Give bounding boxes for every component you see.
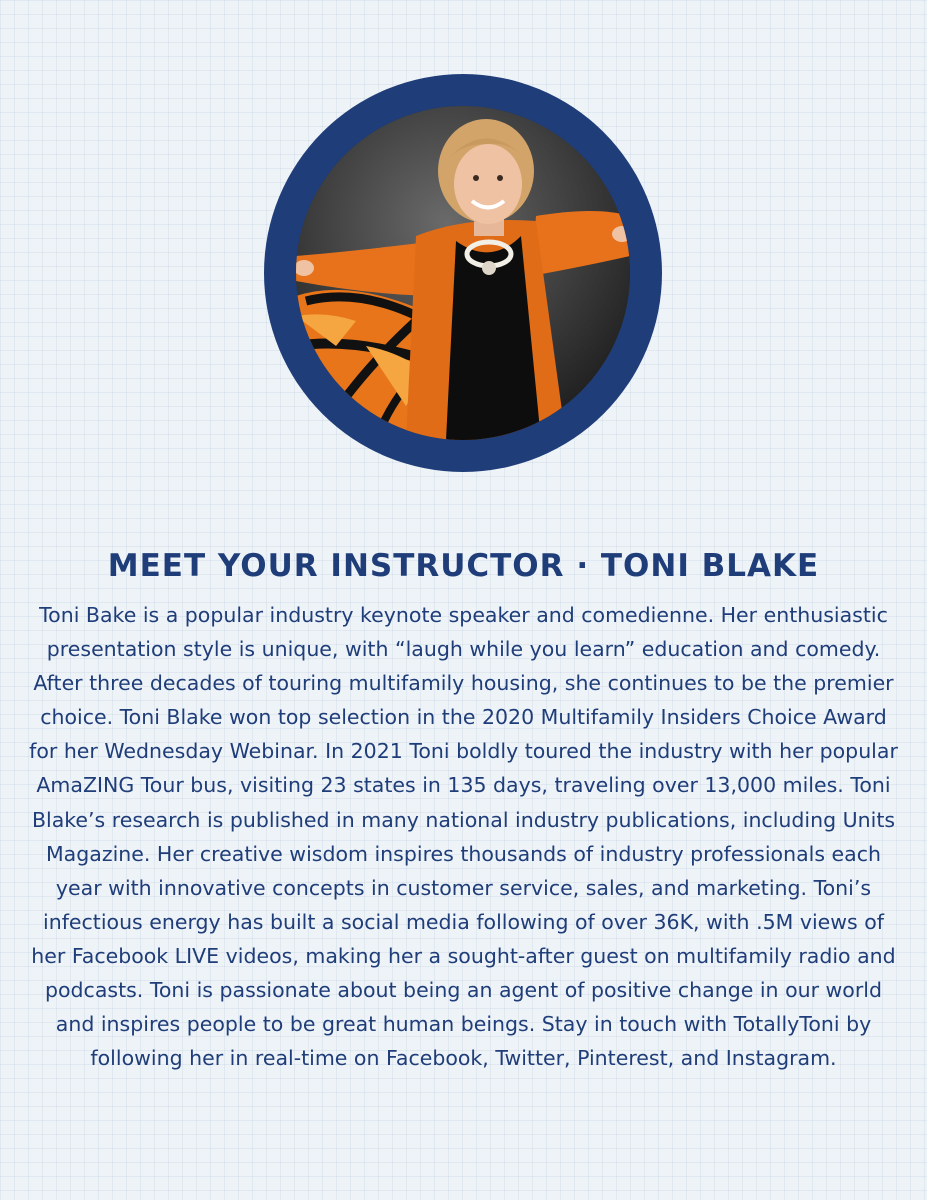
instructor-bio: Toni Bake is a popular industry keynote speaker and comedienne. Her enthusiastic presentation style is unique, with “laugh while you learn” education and comedy. After three decades of touring multifamily housing, she continues to be the premier choice. Toni Blake won top selection in the 2020 Multifamily Insiders Choice Award for her Wednesday Webinar. In 2021 Toni boldly toured the industry with her popular AmaZING Tour bus, visiting 23 states in 135 days, traveling over 13,000 miles. Toni Blake’s research is published in many national industry publications, including Units Magazine. Her creative wisdom inspires thousands of industry professionals each year with innovative concepts in customer service, sales, and marketing. Toni’s infectious energy has built a social media following of over 36K, with .5M views of her Facebook LIVE videos, making her a sought-after guest on multifamily radio and podcasts. Toni is passionate about being an agent of positive change in our world and inspires people to be great human beings. Stay in touch with TotallyToni by following her in real-time on Facebook, Twitter, Pinterest, and Instagram. [29,603,898,1071]
portrait-frame [264,74,662,472]
section-heading: MEET YOUR INSTRUCTOR · TONI BLAKE [107,548,820,584]
instructor-photo [296,106,630,440]
